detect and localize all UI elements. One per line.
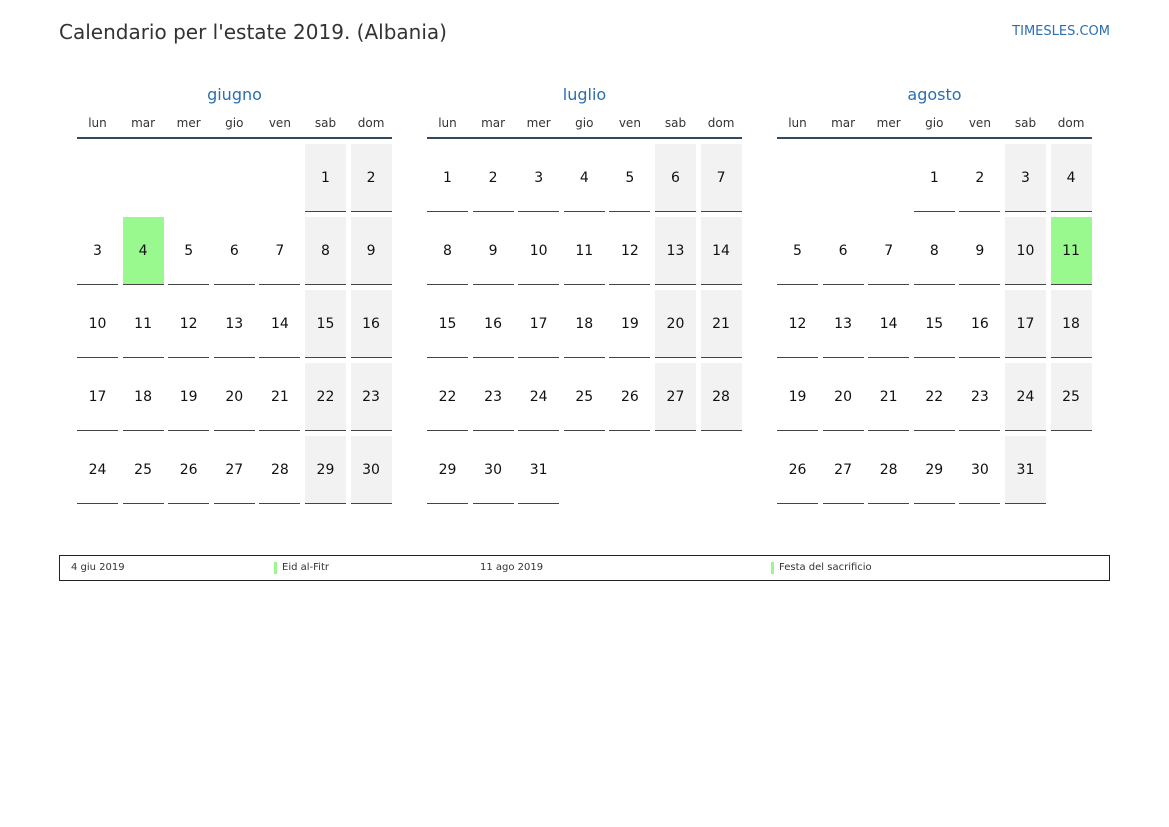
day-cell[interactable]: 27 [823,436,864,504]
legend-color-2 [771,562,774,574]
day-cell[interactable]: 18 [123,363,164,431]
day-cell[interactable]: 28 [868,436,909,504]
day-cell[interactable]: 25 [123,436,164,504]
day-cell[interactable]: 10 [518,217,559,285]
day-cell[interactable]: 4 [564,144,605,212]
day-cell[interactable]: 30 [959,436,1000,504]
day-cell[interactable]: 13 [823,290,864,358]
day-grid [777,144,1092,504]
legend-holiday-1: Eid al-Fitr [282,562,329,573]
month-giugno [77,84,392,504]
day-cell[interactable]: 5 [609,144,650,212]
day-cell[interactable]: 17 [518,290,559,358]
weekday-label: lun [88,116,107,130]
day-cell[interactable]: 29 [305,436,346,504]
day-cell[interactable]: 14 [868,290,909,358]
day-cell[interactable]: 14 [701,217,742,285]
day-cell[interactable]: 29 [914,436,955,504]
empty-day-cell [609,436,650,504]
day-cell[interactable]: 12 [609,217,650,285]
day-cell[interactable]: 17 [77,363,118,431]
day-cell[interactable]: 23 [959,363,1000,431]
day-cell[interactable]: 5 [777,217,818,285]
day-cell[interactable]: 17 [1005,290,1046,358]
day-cell[interactable]: 15 [427,290,468,358]
site-link[interactable]: TIMESLES.COM [1012,24,1110,39]
day-cell[interactable]: 30 [351,436,392,504]
day-cell[interactable]: 9 [959,217,1000,285]
day-cell[interactable]: 5 [168,217,209,285]
day-cell[interactable]: 21 [701,290,742,358]
legend-holiday-2: Festa del sacrificio [779,562,872,573]
day-cell[interactable]: 18 [1051,290,1092,358]
weekday-label: ven [618,116,641,130]
weekday-label: mer [876,116,901,130]
month-name: luglio [562,85,607,104]
day-cell[interactable]: 11 [123,290,164,358]
empty-day-cell [1051,436,1092,504]
empty-day-cell [701,436,742,504]
day-cell[interactable]: 21 [259,363,300,431]
month-luglio [427,84,742,504]
day-cell[interactable]: 18 [564,290,605,358]
weekday-label: mar [481,116,506,130]
day-cell[interactable]: 19 [777,363,818,431]
day-cell[interactable]: 15 [305,290,346,358]
weekday-label: dom [707,116,735,130]
day-cell[interactable]: 21 [868,363,909,431]
day-cell[interactable]: 19 [609,290,650,358]
weekday-header [77,116,392,139]
weekday-label: mar [131,116,156,130]
day-cell[interactable]: 3 [518,144,559,212]
day-cell[interactable]: 9 [351,217,392,285]
day-cell[interactable]: 29 [427,436,468,504]
day-cell[interactable]: 2 [473,144,514,212]
legend-color-1 [274,562,277,574]
weekday-label: mer [526,116,551,130]
day-cell[interactable]: 24 [77,436,118,504]
empty-day-cell [823,144,864,212]
day-cell[interactable]: 16 [959,290,1000,358]
empty-day-cell [123,144,164,212]
day-cell[interactable]: 23 [473,363,514,431]
day-grid [427,144,742,504]
day-cell[interactable]: 12 [168,290,209,358]
day-cell[interactable]: 16 [473,290,514,358]
day-cell[interactable]: 13 [214,290,255,358]
day-cell[interactable]: 10 [1005,217,1046,285]
day-cell[interactable]: 11 [564,217,605,285]
weekday-label: mer [176,116,201,130]
weekday-label: gio [225,116,244,130]
day-cell[interactable]: 9 [473,217,514,285]
day-cell[interactable]: 1 [427,144,468,212]
day-cell[interactable]: 6 [214,217,255,285]
month-name: agosto [907,85,962,104]
day-cell[interactable]: 30 [473,436,514,504]
empty-day-cell [168,144,209,212]
day-cell[interactable]: 24 [518,363,559,431]
weekday-label: gio [925,116,944,130]
day-cell[interactable]: 20 [214,363,255,431]
empty-day-cell [259,144,300,212]
page-title: Calendario per l'estate 2019. (Albania) [59,20,447,44]
day-cell[interactable]: 23 [351,363,392,431]
month-agosto [777,84,1092,504]
legend-date-1: 4 giu 2019 [71,562,125,573]
day-cell[interactable]: 14 [259,290,300,358]
day-cell[interactable]: 3 [1005,144,1046,212]
day-cell[interactable]: 10 [77,290,118,358]
day-cell[interactable]: 26 [777,436,818,504]
empty-day-cell [77,144,118,212]
day-cell[interactable]: 26 [168,436,209,504]
day-cell[interactable]: 27 [655,363,696,431]
day-cell[interactable]: 8 [305,217,346,285]
weekday-header [427,116,742,139]
day-cell[interactable]: 4 [1051,144,1092,212]
day-cell[interactable]: 12 [777,290,818,358]
day-cell[interactable]: 19 [168,363,209,431]
day-cell[interactable]: 28 [701,363,742,431]
weekday-label: mar [831,116,856,130]
day-cell[interactable]: 8 [914,217,955,285]
day-cell[interactable]: 22 [427,363,468,431]
empty-day-cell [564,436,605,504]
day-cell[interactable]: 8 [427,217,468,285]
weekday-label: lun [438,116,457,130]
holiday-day-cell[interactable]: 4 [123,217,164,285]
day-cell[interactable]: 27 [214,436,255,504]
day-cell[interactable]: 16 [351,290,392,358]
day-cell[interactable]: 1 [305,144,346,212]
day-grid [77,144,392,504]
day-cell[interactable]: 7 [868,217,909,285]
day-cell[interactable]: 13 [655,217,696,285]
empty-day-cell [777,144,818,212]
day-cell[interactable]: 24 [1005,363,1046,431]
day-cell[interactable]: 25 [1051,363,1092,431]
empty-day-cell [214,144,255,212]
day-cell[interactable]: 2 [959,144,1000,212]
day-cell[interactable]: 20 [823,363,864,431]
weekday-label: lun [788,116,807,130]
month-name: giugno [207,85,262,104]
weekday-label: sab [314,116,337,130]
day-cell[interactable]: 7 [701,144,742,212]
day-cell[interactable]: 22 [914,363,955,431]
holiday-day-cell[interactable]: 11 [1051,217,1092,285]
day-cell[interactable]: 3 [77,217,118,285]
empty-day-cell [868,144,909,212]
day-cell[interactable]: 6 [655,144,696,212]
day-cell[interactable]: 31 [518,436,559,504]
weekday-label: dom [357,116,385,130]
weekday-label: sab [664,116,687,130]
weekday-header [777,116,1092,139]
day-cell[interactable]: 31 [1005,436,1046,504]
weekday-label: ven [968,116,991,130]
day-cell[interactable]: 22 [305,363,346,431]
day-cell[interactable]: 26 [609,363,650,431]
weekday-label: dom [1057,116,1085,130]
weekday-label: sab [1014,116,1037,130]
weekday-label: ven [268,116,291,130]
day-cell[interactable]: 1 [914,144,955,212]
day-cell[interactable]: 7 [259,217,300,285]
legend-date-2: 11 ago 2019 [480,562,544,573]
holiday-legend [59,555,1110,581]
empty-day-cell [655,436,696,504]
day-cell[interactable]: 6 [823,217,864,285]
day-cell[interactable]: 25 [564,363,605,431]
day-cell[interactable]: 15 [914,290,955,358]
day-cell[interactable]: 20 [655,290,696,358]
day-cell[interactable]: 28 [259,436,300,504]
day-cell[interactable]: 2 [351,144,392,212]
weekday-label: gio [575,116,594,130]
